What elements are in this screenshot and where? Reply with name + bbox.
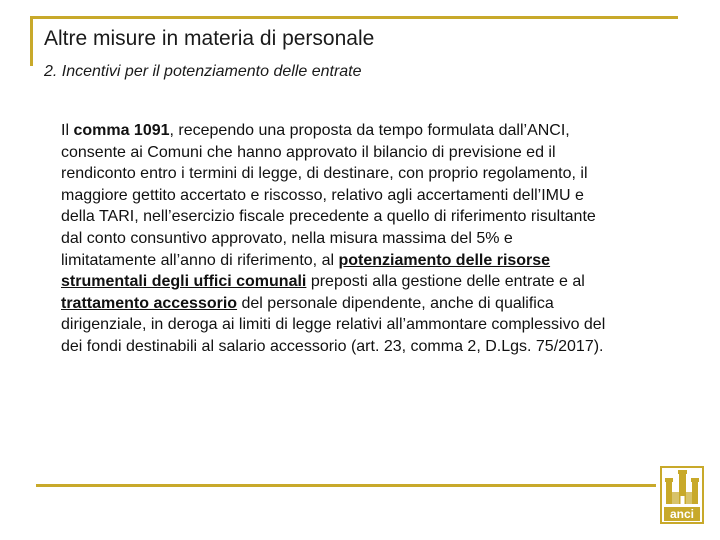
frame-bottom-rule xyxy=(36,484,656,487)
slide-title: Altre misure in materia di personale xyxy=(44,27,375,50)
body-paragraph xyxy=(61,120,606,358)
anci-tower-logo-icon xyxy=(662,468,702,508)
body-underline-potenziamento: potenziamento delle risorse strumentali degli uffici comunali xyxy=(61,251,551,291)
body-underline-trattamento: trattamento accessorio xyxy=(61,294,238,312)
body-text-2: , recependo una proposta da tempo formulata dall’ANCI, consente ai Comuni che hanno approvato il bilancio di previsione ed il rendiconto entro i termini di legge, di destinare, con proprio regolamento, il maggiore gettito accertato e riscosso, relativo agli accertamenti dell’IMU e della TARI, nell’esercizio fiscale precedente a quello di riferimento risultante dal conto consuntivo approvato, nella misura massima del 5% e limitatamente all’anno di riferimento, al xyxy=(61,122,596,269)
frame-top-rule xyxy=(30,16,678,19)
anci-logo xyxy=(660,466,704,524)
body-text-1: Il xyxy=(61,122,74,139)
frame-left-rule xyxy=(30,16,33,66)
anci-logo-text: anci xyxy=(664,507,700,521)
body-text-4: del personale dipendente, anche di qualifica dirigenziale, in deroga ai limiti di legge relativi all’ammontare complessivo del dei fondi destinabili al salario accessorio (art. 23, comma 2, D.Lgs. 75/2017). xyxy=(61,294,606,355)
slide-subtitle: 2. Incentivi per il potenziamento delle entrate xyxy=(44,63,362,80)
body-text-3: preposti alla gestione delle entrate e al xyxy=(306,273,585,291)
body-bold-comma: comma 1091 xyxy=(73,122,170,139)
